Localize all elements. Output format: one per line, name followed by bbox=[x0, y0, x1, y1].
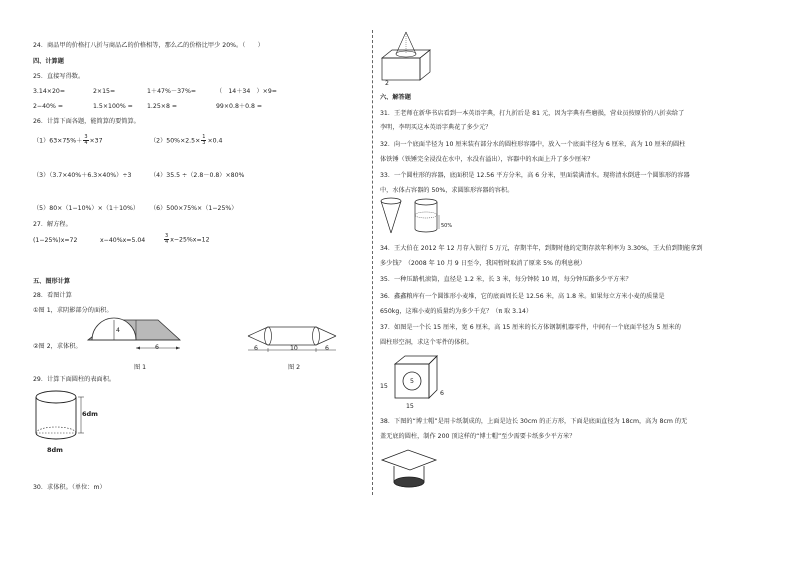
q25-item: 2×15= bbox=[93, 88, 116, 95]
cube-width-label: 15 bbox=[406, 403, 414, 410]
question-31-line-1: 31．王老师在新华书店看到一本英语字典，打九折后是 81 元，因为字典有些磨损，营业员按原价的八折卖给了 bbox=[380, 110, 685, 117]
q25-item: 99×0.8＋0.8 = bbox=[216, 103, 263, 110]
fraction: $\frac{1}{3}$ bbox=[202, 134, 206, 146]
question-28-title: 28．看图计算 bbox=[33, 292, 72, 299]
question-37-line-2: 圆柱形空洞，求这个零件的体积。 bbox=[380, 339, 473, 346]
fraction: $\frac{3}{4}$ bbox=[84, 134, 88, 146]
figure-1-shape bbox=[88, 318, 188, 358]
question-32-line-1: 32．向一个底面半径为 10 厘米装有部分水的圆柱形容器中，放入一个底面半径为 6 厘米，高为 10 厘米的圆柱 bbox=[380, 141, 686, 148]
question-29-title: 29．计算下面圆柱的表面积。 bbox=[33, 376, 116, 383]
box-with-cone-figure bbox=[380, 30, 440, 88]
doctor-hat-figure bbox=[380, 448, 440, 492]
box-label: 2 bbox=[385, 80, 389, 87]
figure-1-label-4: 4 bbox=[116, 327, 120, 334]
figure-2-label-10: 10 bbox=[290, 345, 298, 352]
q25-item: 1＋47%－37%= bbox=[147, 88, 197, 95]
question-34-line-1: 34．王大伯在 2012 年 12 月存入银行 5 万元，存期半年，到期时他的定期存款年利率为 3.30%，王大伯到期能拿到 bbox=[380, 245, 703, 252]
q25-item: 1.25×8 = bbox=[147, 103, 178, 110]
cylinder-diameter-label: 8dm bbox=[47, 446, 63, 454]
question-31-line-2: 李明，李明买这本英语字典花了多少元？ bbox=[380, 124, 492, 131]
figure-1-label-6: 6 bbox=[155, 344, 159, 351]
cube-height-label: 15 bbox=[380, 383, 388, 390]
q26-part-4: （4）35.5 ÷（2.8－0.8）×80% bbox=[150, 172, 245, 179]
q28-part-1: ①图 1，求阴影部分的面积。 bbox=[33, 307, 113, 314]
fraction: $\frac{3}{4}$ bbox=[165, 233, 169, 245]
question-24: 24．商品甲的价格打八折与商品乙的价格相等，那么乙的价格比甲少 20%。（ ） bbox=[33, 42, 264, 49]
figure-2-label-6-left: 6 bbox=[254, 345, 258, 352]
q28-part-2: ②图 2，求体积。 bbox=[33, 343, 82, 350]
figure-2-label-6-right: 6 bbox=[325, 345, 329, 352]
section-6-title: 六、解答题 bbox=[380, 94, 411, 101]
question-37-line-1: 37．如图是一个长 15 厘米，宽 6 厘米，高 15 厘米的长方体钢制机器零件，中间有一个底面半径为 5 厘米的 bbox=[380, 324, 681, 331]
question-35: 35．一种压路机滚筒，直径是 1.2 米，长 3 米，每分钟转 10 周，每分钟压路多少平方米？ bbox=[380, 276, 632, 283]
q26-part-2: （2）50%×2.5× $\frac{1}{3}$ ×0.4 bbox=[150, 134, 223, 146]
q27-equation-1: (1−25%)x=72 bbox=[33, 237, 78, 244]
cube-with-hole-figure bbox=[393, 354, 443, 400]
question-36-line-2: 650kg，这堆小麦的质量约为多少千克？（π 取 3.14） bbox=[380, 308, 533, 315]
question-30-title: 30．求体积。（单位：m） bbox=[33, 484, 106, 491]
q27-equation-2: x−40%x=5.04 bbox=[100, 237, 146, 244]
question-33-line-1: 33．一个圆柱形的容器，底面积是 12.56 平方分米，高 6 分米，里面装满清水。现将清水倒进一个圆锥形的容器 bbox=[380, 172, 690, 179]
column-divider bbox=[372, 30, 373, 495]
q26-part-5: （5）80×（1−10%）×（1＋10%） bbox=[33, 205, 140, 212]
q26-part-3: （3）（3.7×40%＋6.3×40%）÷3 bbox=[33, 172, 132, 179]
question-32-line-2: 体铁锤（铁锤完全浸没在水中，水没有溢出），容器中的水面上升了多少厘米？ bbox=[380, 156, 594, 163]
q25-item: 1.5×100% = bbox=[93, 103, 133, 110]
question-27-title: 27．解方程。 bbox=[33, 221, 72, 228]
question-38-line-1: 38．下图的“博士帽”是用卡纸制成的，上面是边长 30cm 的正方形，下面是底面直径为 18cm，高为 8cm 的无 bbox=[380, 418, 688, 425]
question-26-title: 26．计算下面各题，能简算的要简算。 bbox=[33, 118, 140, 125]
cylinder-figure bbox=[34, 389, 84, 445]
q25-item: 2−40% = bbox=[33, 103, 64, 110]
cube-depth-label: 6 bbox=[440, 390, 444, 397]
question-34-line-2: 多少钱？（2008 年 10 月 9 日至今，我国暂时取消了原来 5% 的利息税） bbox=[380, 260, 586, 267]
question-25-title: 25．直接写得数。 bbox=[33, 73, 85, 80]
hole-radius-label: 5 bbox=[410, 378, 414, 385]
question-36-line-1: 36．鑫鑫粮库有一个圆锥形小麦堆，它的底面周长是 12.56 米，高 1.8 米。如果每立方米小麦的质量是 bbox=[380, 293, 665, 300]
q25-item: 3.14×20= bbox=[33, 88, 66, 95]
section-5-title: 五、图形计算 bbox=[33, 278, 71, 285]
q26-part-6: （6）500×75%×（1−25%） bbox=[150, 205, 238, 212]
figure-1-caption: 图 1 bbox=[134, 364, 147, 371]
question-33-line-2: 中，水体占容器的 50%，求圆锥形容器的容积。 bbox=[380, 187, 514, 194]
question-38-line-2: 盖无底的圆柱，制作 200 顶这样的“博士帽”至少需要卡纸多少平方米？ bbox=[380, 433, 576, 440]
section-4-title: 四、计算题 bbox=[33, 58, 64, 65]
q26-part-1: （1）63×75%＋ $\frac{3}{4}$ ×37 bbox=[33, 134, 103, 146]
figure-2-caption: 图 2 bbox=[288, 364, 301, 371]
cylinder-height-label: 6dm bbox=[82, 410, 98, 418]
fill-level-label: 50% bbox=[441, 223, 453, 229]
q27-equation-3: $\frac{3}{4}$ x−25%x=12 bbox=[165, 233, 210, 245]
q25-item: （ 14＋34 ）×9= bbox=[216, 88, 277, 95]
